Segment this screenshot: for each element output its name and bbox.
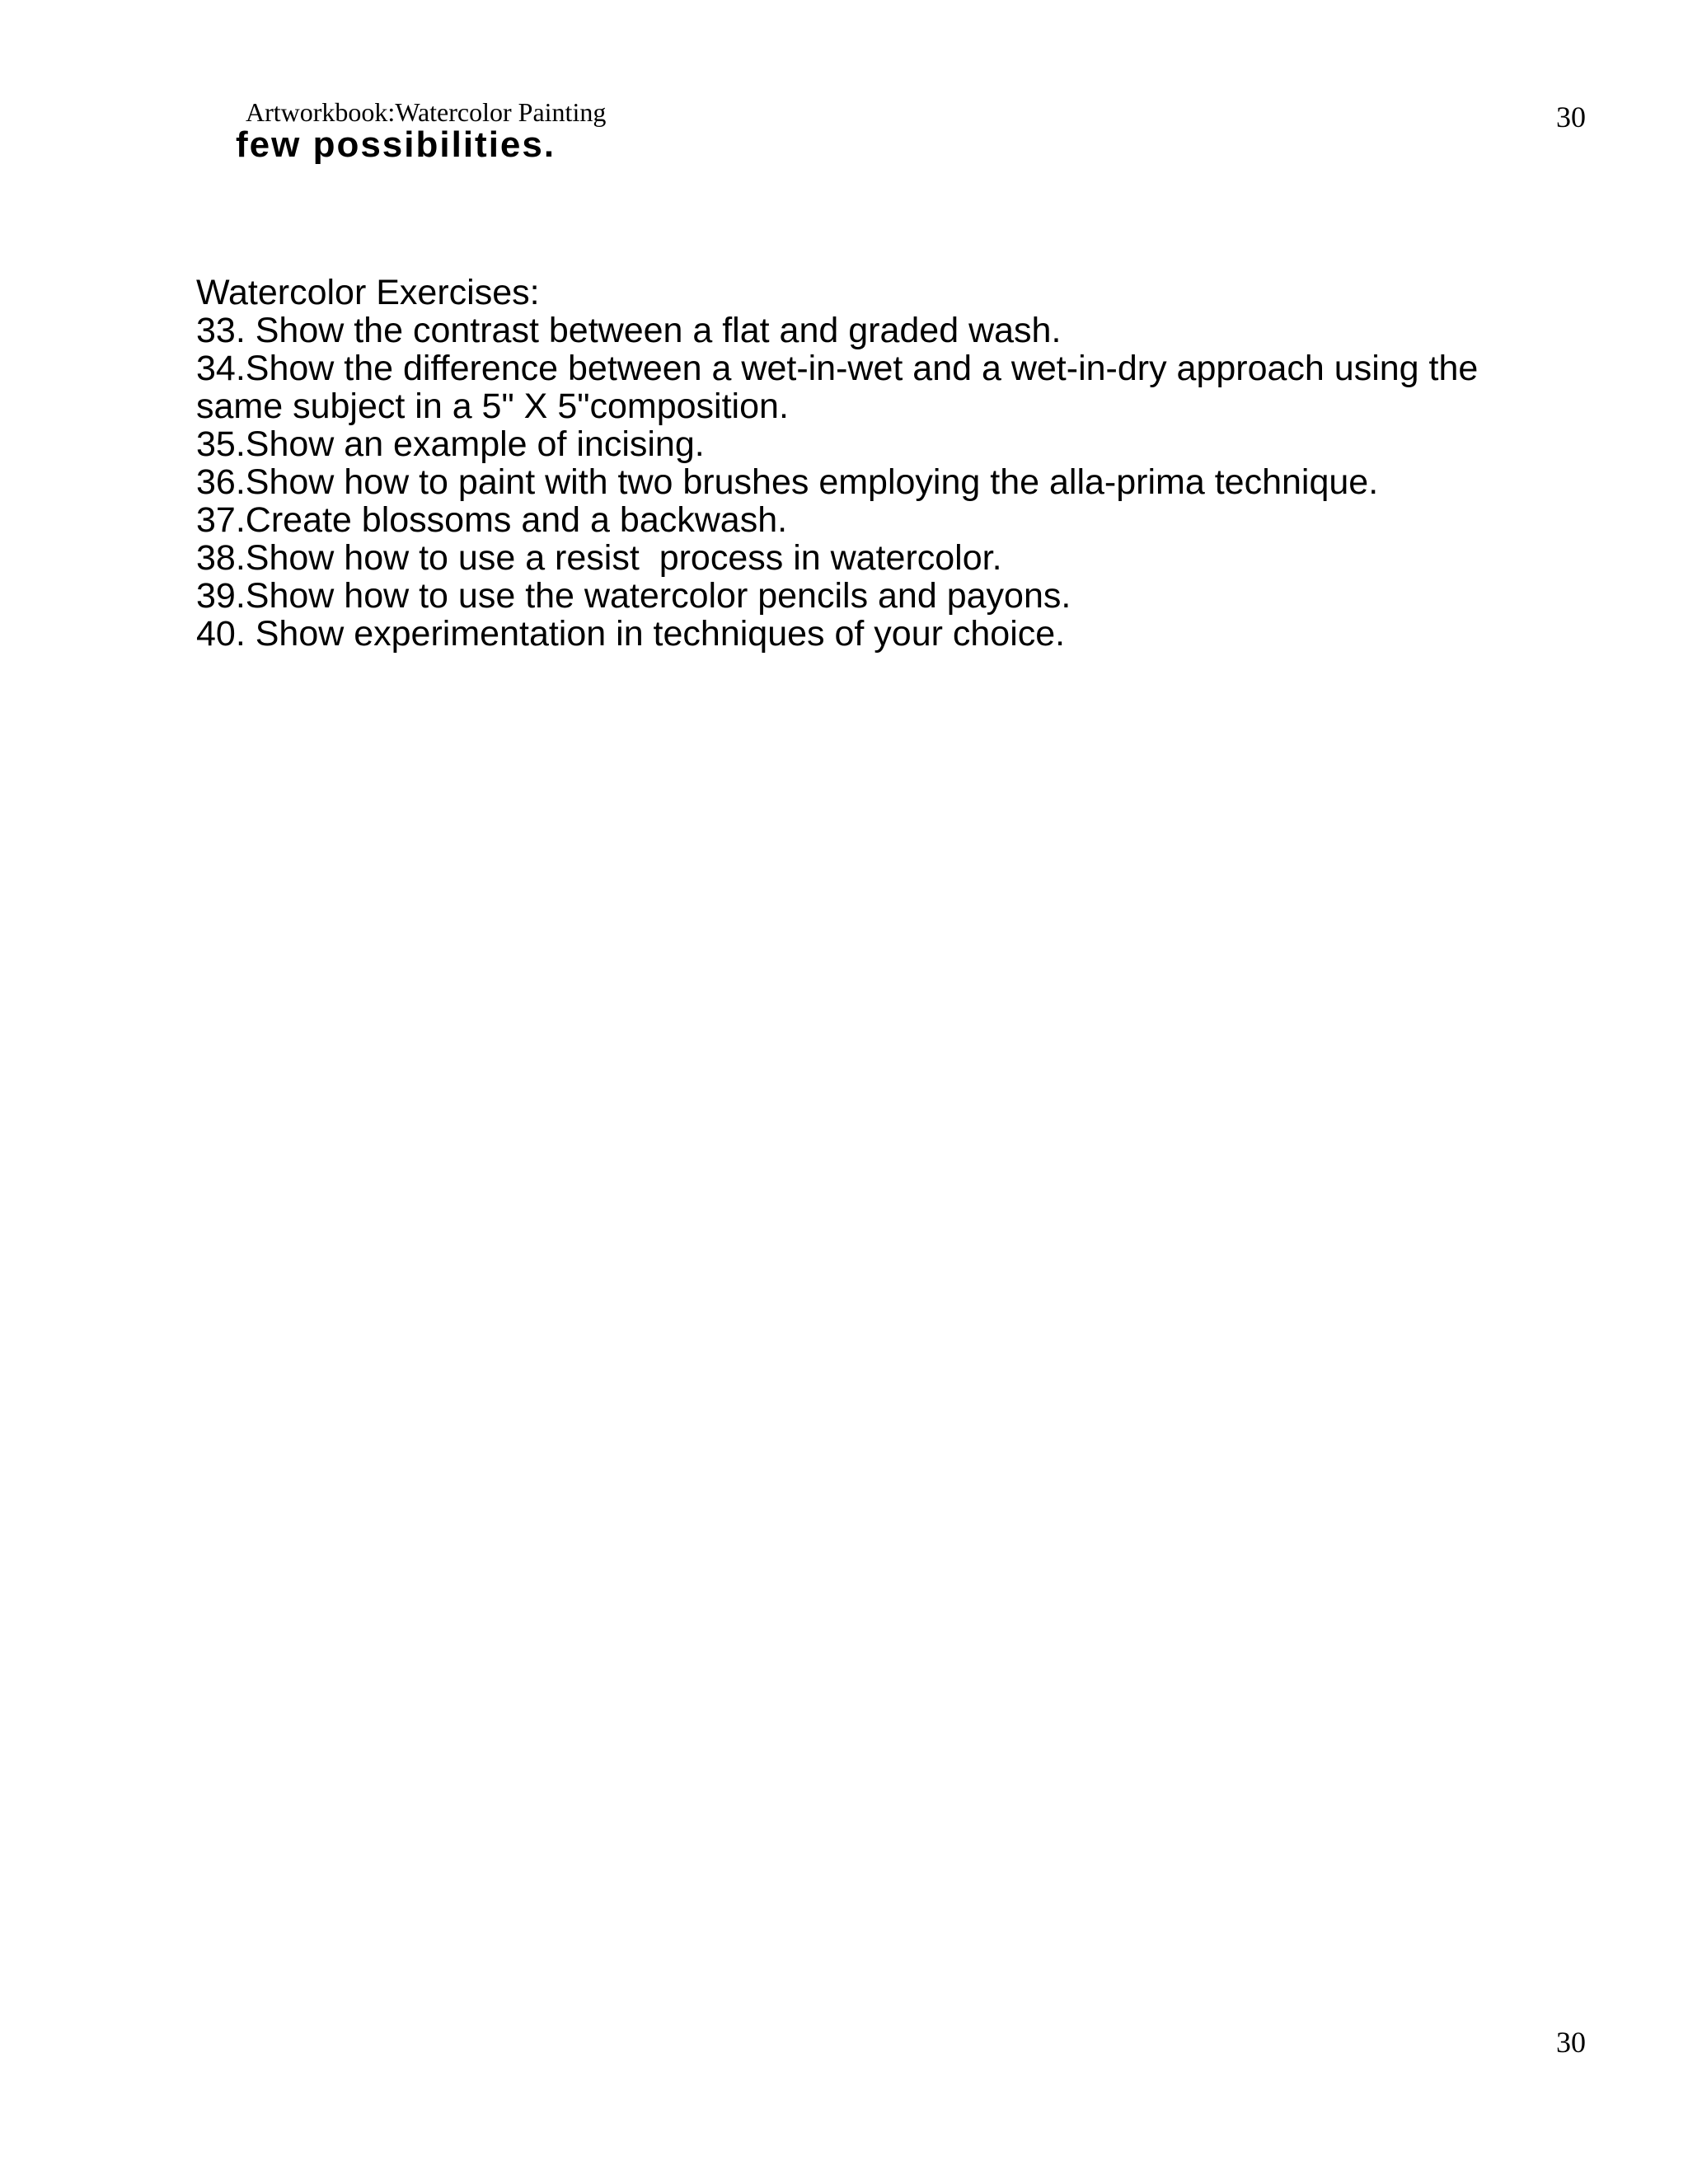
exercise-item: 33. Show the contrast between a flat and graded wash. [196, 311, 1062, 350]
exercise-item: 35.Show an example of incising. [196, 424, 705, 464]
exercise-list [196, 312, 1564, 653]
exercise-item: 37.Create blossoms and a backwash. [196, 500, 788, 540]
running-header: Artworkbook:Watercolor Painting [246, 97, 607, 127]
exercise-item: 34.Show the difference between a wet-in-wet and a wet-in-dry approach using the same subject in a 5" X 5"composition. [196, 349, 1489, 426]
exercise-item: 36.Show how to paint with two brushes employing the alla-prima technique. [196, 462, 1379, 502]
exercises-section [196, 274, 1564, 653]
continuation-text: few possibilities. [236, 124, 556, 165]
page-number-top: 30 [1556, 101, 1586, 134]
exercises-heading: Watercolor Exercises: [196, 273, 540, 312]
page-number-bottom: 30 [1556, 2026, 1586, 2059]
exercise-item: 40. Show experimentation in techniques of your choice. [196, 614, 1066, 654]
exercise-item: 38.Show how to use a resist process in watercolor. [196, 538, 1002, 578]
exercise-item: 39.Show how to use the watercolor pencils and payons. [196, 576, 1071, 616]
